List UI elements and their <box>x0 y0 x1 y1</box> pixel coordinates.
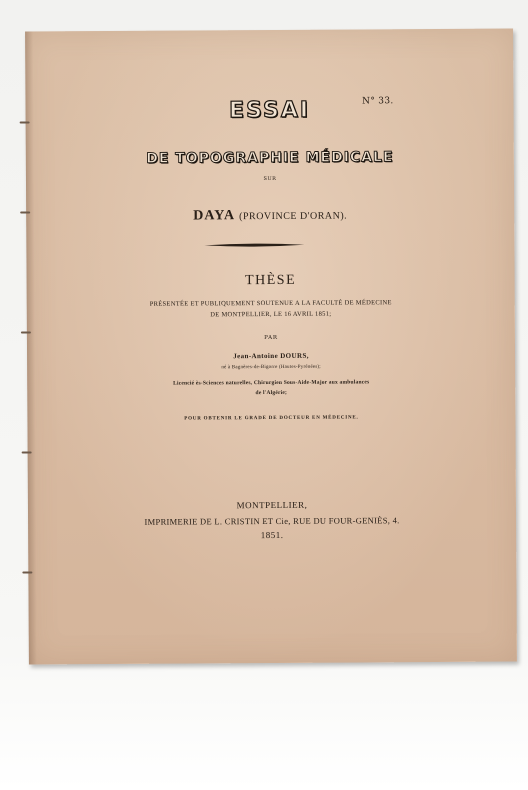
title-connector: SUR <box>263 175 277 183</box>
binding-stitch <box>22 451 32 453</box>
publication-city: MONTPELLIER, <box>236 499 308 511</box>
qualification-line: Licencié ès-Sciences naturelles, Chirurgien Sous-Aide-Major aux ambulances <box>173 379 370 387</box>
printer-imprint: IMPRIMERIE DE L. CRISTIN ET Cie, RUE DU FOUR-GENIÈS, 4. <box>144 515 400 527</box>
place-name: DAYA <box>193 208 236 224</box>
author-name: Jean-Antoine DOURS, <box>233 351 309 361</box>
place-province: (PROVINCE D'ORAN). <box>239 210 348 223</box>
these-heading: THÈSE <box>245 272 297 289</box>
thesis-number: N° 33. <box>362 96 394 107</box>
binding-stitch <box>21 331 31 333</box>
title-subtitle: DE TOPOGRAPHIE MÉDICALE <box>146 149 394 167</box>
author-birthplace: né à Bagnères-de-Bigorre (Hautes-Pyrénées); <box>221 364 321 371</box>
qualification-line: de l'Algérie; <box>255 389 288 397</box>
title-main: ESSAI <box>228 97 311 124</box>
degree-purpose: POUR OBTENIR LE GRADE DE DOCTEUR EN MÉDECINE. <box>184 415 359 422</box>
author-qualifications <box>27 377 515 400</box>
thesis-cover-page <box>25 29 517 665</box>
presentation-line: PRÉSENTÉE ET PUBLIQUEMENT SOUTENUE A LA FACULTÉ DE MÉDECINE <box>149 299 392 308</box>
publication-year: 1851. <box>260 529 284 541</box>
presentation-line: DE MONTPELLIER, LE 16 AVRIL 1851; <box>210 310 332 319</box>
place-heading <box>26 205 514 226</box>
presentation-statement <box>27 297 515 322</box>
by-label: PAR <box>264 334 278 342</box>
binding-stitch <box>22 571 32 573</box>
ornamental-rule <box>204 242 304 249</box>
